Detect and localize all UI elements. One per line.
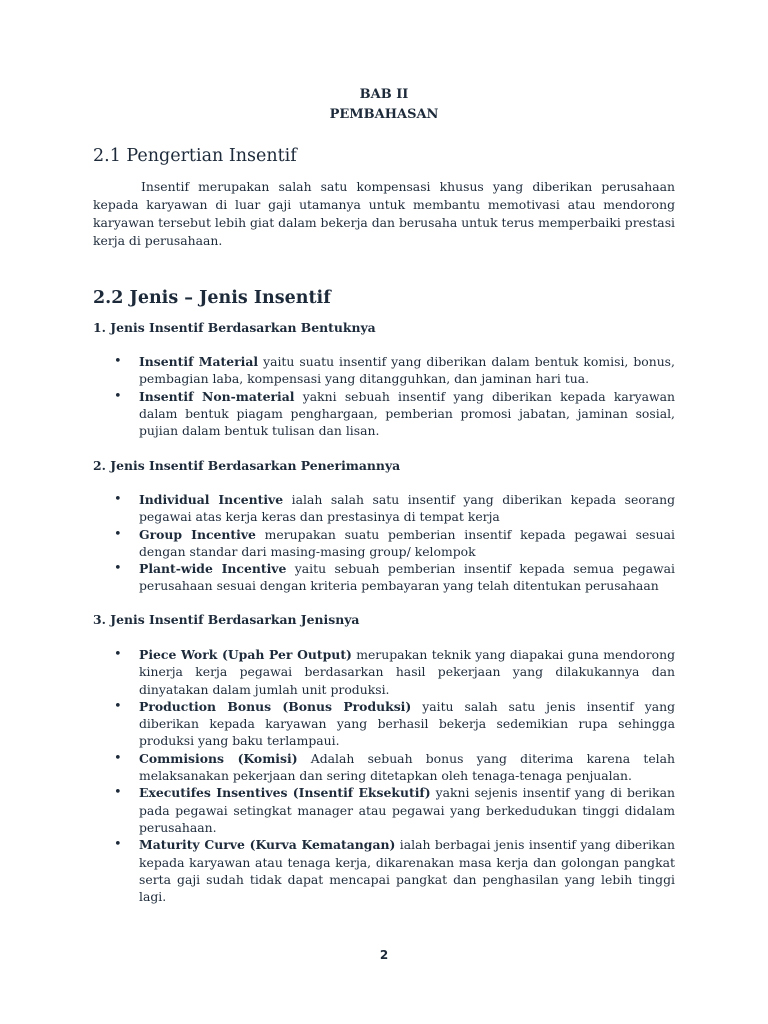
- list-item: [93, 646, 675, 698]
- list-item: [93, 526, 675, 561]
- page-number: 2: [379, 948, 389, 962]
- term-description: yaitu sebuah pemberian insentif kepada semua pegawai perusahaan sesuai dengan kriteria pembayaran yang telah ditentukan perusahaan: [139, 561, 675, 594]
- subsection-title: 2. Jenis Insentif Berdasarkan Penerimannya: [93, 458, 401, 473]
- bullet-list: [93, 491, 675, 595]
- section-heading-2-2: 2.2 Jenis – Jenis Insentif: [93, 288, 331, 308]
- list-item: [93, 491, 675, 526]
- term-label: Insentif Non-material: [139, 388, 295, 404]
- term-description: yakni sejenis insentif yang di berikan pada pegawai setingkat manager atau pegawai yang berkedudukan tinggi didalam perusahaan.: [139, 785, 675, 835]
- list-item: [93, 698, 675, 750]
- list-item: [93, 784, 675, 836]
- subsection-title: 3. Jenis Insentif Berdasarkan Jenisnya: [93, 612, 360, 627]
- term-label: Piece Work (Upah Per Output): [139, 647, 352, 662]
- chapter-number: BAB II: [359, 87, 409, 102]
- list-item: [93, 560, 675, 595]
- chapter-title: PEMBAHASAN: [329, 107, 439, 122]
- subsection-title: 1. Jenis Insentif Berdasarkan Bentuknya: [93, 320, 376, 335]
- term-description: yaitu suatu insentif yang diberikan dalam bentuk komisi, bonus, pembagian laba, kompensasi yang ditangguhkan, dan jaminan hari tua.: [139, 354, 675, 387]
- list-item: [93, 836, 675, 905]
- term-label: Commisions (Komisi): [139, 750, 298, 766]
- term-description: yaitu salah satu jenis insentif yang diberikan kepada karyawan yang berhasil bekerja sedemikian rupa sehingga produksi yang baku terlampaui.: [139, 698, 675, 749]
- term-label: Executifes Insentives (Insentif Eksekutif): [139, 785, 431, 801]
- list-item: [93, 388, 675, 440]
- term-description: ialah berbagai jenis insentif yang diberikan kepada karyawan atau tenaga kerja, dikarenakan masa kerja dan golongan pangkat serta gaji sudah tidak dapat mencapai pangkat dan penghasilan yang lebih tinggi lagi.: [139, 837, 675, 905]
- term-description: Adalah sebuah bonus yang diterima karena telah melaksanakan pekerjaan dan sering ditetapkan oleh tenaga-tenaga penjualan.: [139, 750, 675, 784]
- term-label: Plant-wide Incentive: [139, 561, 287, 577]
- term-label: Maturity Curve (Kurva Kematangan): [139, 837, 396, 853]
- term-label: Group Incentive: [139, 526, 256, 542]
- term-description: ialah salah satu insentif yang diberikan kepada seorang pegawai atas kerja keras dan prestasinya di tempat kerja: [139, 492, 676, 525]
- section-paragraph: Insentif merupakan salah satu kompensasi khusus yang diberikan perusahaan kepada karyawan di luar gaji utamanya untuk membantu memotivasi atau mendorong karyawan tersebut lebih giat dalam bekerja dan berusaha untuk terus memperbaiki prestasi kerja di perusahaan.: [93, 179, 676, 248]
- bullet-list: [93, 353, 675, 439]
- bullet-list: [93, 646, 675, 905]
- list-item: [93, 353, 675, 388]
- term-description: merupakan suatu pemberian insentif kepada pegawai sesuai dengan standar dari masing-masing group/ kelompok: [139, 526, 675, 559]
- term-description: merupakan teknik yang diapakai guna mendorong kinerja kerja pegawai berdasarkan hasil pekerjaan yang dilakukannya dan dinyatakan dalam jumlah unit produksi.: [139, 647, 675, 697]
- term-description: yakni sebuah insentif yang diberikan kepada karyawan dalam bentuk piagam penghargaan, pemberian promosi jabatan, jaminan sosial, pujian dalam bentuk tulisan dan lisan.: [139, 388, 675, 439]
- term-label: Insentif Material: [139, 354, 259, 369]
- term-label: Individual Incentive: [139, 492, 284, 507]
- section-heading-2-1: 2.1 Pengertian Insentif: [93, 146, 297, 166]
- list-item: [93, 750, 675, 785]
- term-label: Production Bonus (Bonus Produksi): [139, 698, 412, 714]
